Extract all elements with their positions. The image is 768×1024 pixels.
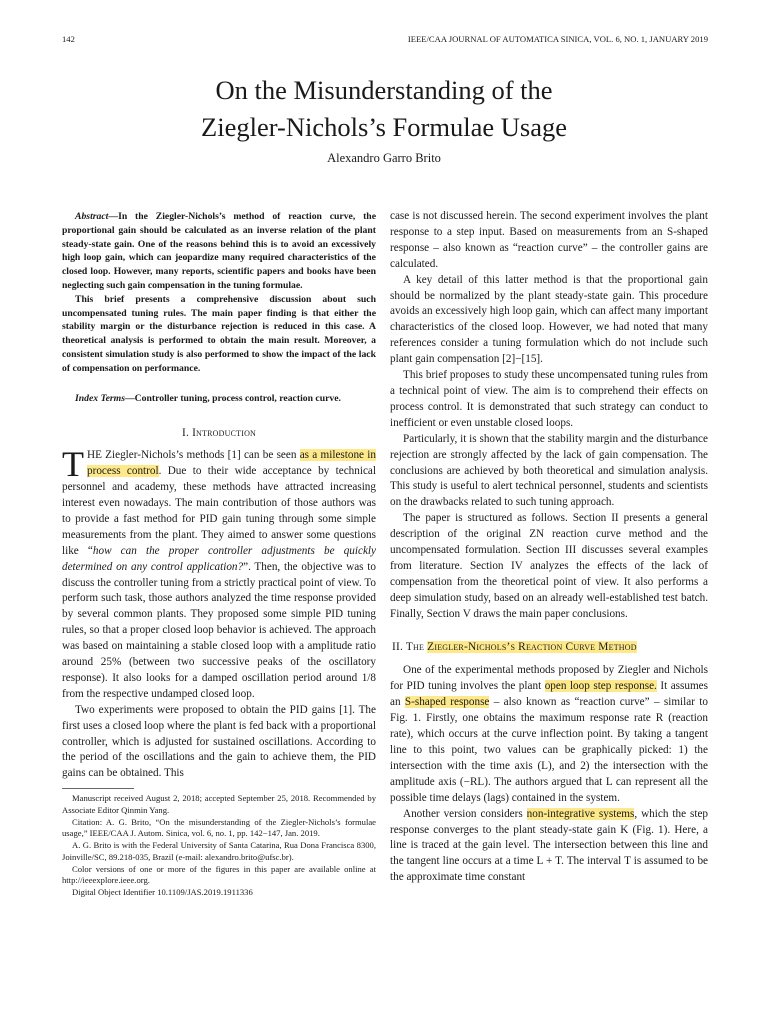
abstract-label: Abstract [75, 211, 109, 222]
right-paragraph-5: The paper is structured as follows. Section II presents a general description of the original ZN reaction curve method and the uncompensated formulation. Section III discusses several examples from literature. Section IV analyzes the effects of the lack of compensation from the theoretical point of view. It also performs a deep simulation study, based on an already well-established test batch. Finally, Section V draws the main paper conclusions. [390, 512, 708, 620]
section-1-title: Introduction [192, 427, 257, 440]
intro-text-a: HE Ziegler-Nichols’s methods [1] can be seen [87, 449, 300, 462]
highlight-s-shaped: S-shaped response [404, 696, 490, 709]
s2p1-text-a: One of the experimental methods proposed by Ziegler and Nichols for PID tuning involves the plant [390, 664, 708, 693]
author: Alexandro Garro Brito [327, 151, 441, 165]
index-terms-text: —Controller tuning, process control, reaction curve. [124, 392, 341, 404]
highlight-milestone: as a milestone in process control [87, 449, 376, 478]
footnotes [62, 788, 376, 898]
footnote-color: Color versions of one or more of the figures in this paper are available online at http://ieeexplore.ieee.org. [62, 863, 376, 886]
s2p2-text-b: , which the step response converges to the plant steady-state gain K (Fig. 1). Here, a line is traced at the gain level. The intersection between this line and the tangent line occurs at a time L + T. The interval T is assumed to be the approximate time constant [390, 807, 709, 884]
right-paragraph-4: Particularly, it is shown that the stability margin and the disturbance rejection are strongly affected by the lack of gain compensation. The conclusions are achieved by both theoretical and simulation analysis. This study is useful to alert technical personnel, students and scientists on the drawbacks related to such tuning approach. [390, 432, 708, 509]
intro-text-c: ”. Then, the objective was to discuss the controller tuning from a strictly practical point of view. To perform such task, those authors analyzed the time response provided by several common plants. They proposed some simple PID tuning rules, so that a proper closed loop behavior is achieved. The approach was based on maintaining a stable closed loop with a amplitude ratio around 25% (between two successive peaks of the oscillatory response). It also looks for a damped oscillation period around 1/8 from the respective undamped closed loop. [62, 560, 376, 700]
abstract-text-1: —In the Ziegler-Nichols’s method of reaction curve, the proportional gain should be calculated as an inverse relation of the plant steady-state gain. One of the reasons behind this is to avoid an excessively high loop gain, which can jeopardize many required characteristics of the closed loop. However, many reports, scientific papers and books have been neglecting such gain compensation in the tuning formulae. [62, 211, 376, 291]
intro-paragraph-1 [62, 444, 376, 703]
footnote-received: Manuscript received August 2, 2018; accepted September 25, 2018. Recommended by Associate Editor Qinmin Yang. [62, 793, 376, 815]
right-column [390, 209, 708, 886]
index-terms [62, 392, 376, 406]
section-1-number: I. [181, 427, 189, 440]
right-paragraph-3: This brief proposes to study these uncompensated tuning rules from a technical point of view. The aim is to comprehend their effects on process control. It is demonstrated that such strategy can conduct to inefficient or even unstable closed loops. [390, 369, 708, 429]
footnote-citation: Citation: A. G. Brito, “On the misunderstanding of the Ziegler-Nichols’s formulae usage,” IEEE/CAA J. Autom. Sinica, vol. 6, no. 1, pp. 142−147, Jan. 2019. [62, 816, 376, 839]
abstract-p1 [62, 210, 376, 293]
abstract-p2: This brief presents a comprehensive discussion about such uncompensated tuning rules. The main paper finding is that either the stability margin or the disturbance rejection is reduced in this case. A theoretical analysis is performed to obtain the main result. Moreover, a consistent simulation study is also performed to show the impact of the lack of compensation on performance. [62, 293, 376, 374]
title-line-2: Ziegler-Nichols’s Formulae Usage [201, 112, 567, 142]
running-head: IEEE/CAA JOURNAL OF AUTOMATICA SINICA, VOL. 6, NO. 1, JANUARY 2019 [407, 34, 708, 44]
right-paragraph-2: A key detail of this latter method is that the proportional gain should be normalized by the plant steady-state gain. This procedure avoids an excessively high loop gain, which can affect many important characteristics of the closed loop. However, we had noted that many references consider a tuning formulation which do not include such plant gain compensation [2]−[15]. [390, 273, 708, 366]
s2p2-text-a: Another version considers [403, 807, 527, 820]
section-2-paragraph-1 [390, 663, 708, 806]
highlight-open-loop: open loop step response. [544, 680, 657, 693]
paper-title [0, 72, 768, 146]
right-paragraph-1: case is not discussed herein. The second experiment involves the plant response to a step input. Based on measurements from an S-shaped response – also known as “reaction curve” – the controller gains are calculated. [390, 210, 708, 270]
s2p1-text-c: – also known as “reaction curve” – similar to Fig. 1. Firstly, one obtains the maximum response rate R (reaction rate), which occurs at the curve inflection point. By taking a tangent line to this point, two values can be graphically picked: 1) the intersection with the time axis (L), and 2) the intersection with the amplitude axis (−RL). The authors argued that L can represent all the possible time delays (lags) contained in the system. [390, 696, 708, 804]
intro-text-b: . Due to their wide acceptance by technical personnel and academy, these methods have attracted increasing interest even nowadays. The main contribution of those authors was to provide a fast method for PID gain tuning through some simple measurements from the plant. They aimed to answer some questions like “ [62, 465, 376, 557]
drop-cap: T [62, 444, 84, 485]
section-1-heading [62, 426, 376, 442]
highlight-non-integrative: non-integrative systems [526, 807, 635, 820]
s2p1-text-b: It assumes an [390, 680, 708, 709]
footnote-rule [62, 788, 134, 789]
left-column [62, 210, 376, 899]
section-2-number: II. The [392, 640, 425, 653]
section-2-paragraph-2 [390, 807, 708, 887]
page-number: 142 [62, 34, 75, 44]
title-line-1: On the Misunderstanding of the [215, 75, 553, 105]
index-terms-label: Index Terms [75, 392, 125, 404]
intro-quote: how can the proper controller adjustments be quickly determined on any control application? [62, 544, 376, 573]
intro-paragraph-2: Two experiments were proposed to obtain the PID gains [1]. The first uses a closed loop where the plant is fed back with a proportional controller, which is adjusted for sustained oscillations. According to the period of the oscillations and the gain to achieve them, the PID gains can be obtained. This [62, 703, 376, 780]
highlight-section-2-title: Ziegler-Nichols’s Reaction Curve Method [427, 640, 637, 653]
section-2-heading [390, 640, 708, 656]
footnote-affiliation: A. G. Brito is with the Federal University of Santa Catarina, Rua Dona Francisca 8300, Joinville/SC, 89.218-035, Brazil (e-mail: alexandro.brito@ufsc.br). [62, 840, 376, 862]
footnote-doi: Digital Object Identifier 10.1109/JAS.2019.1911336 [72, 886, 253, 897]
